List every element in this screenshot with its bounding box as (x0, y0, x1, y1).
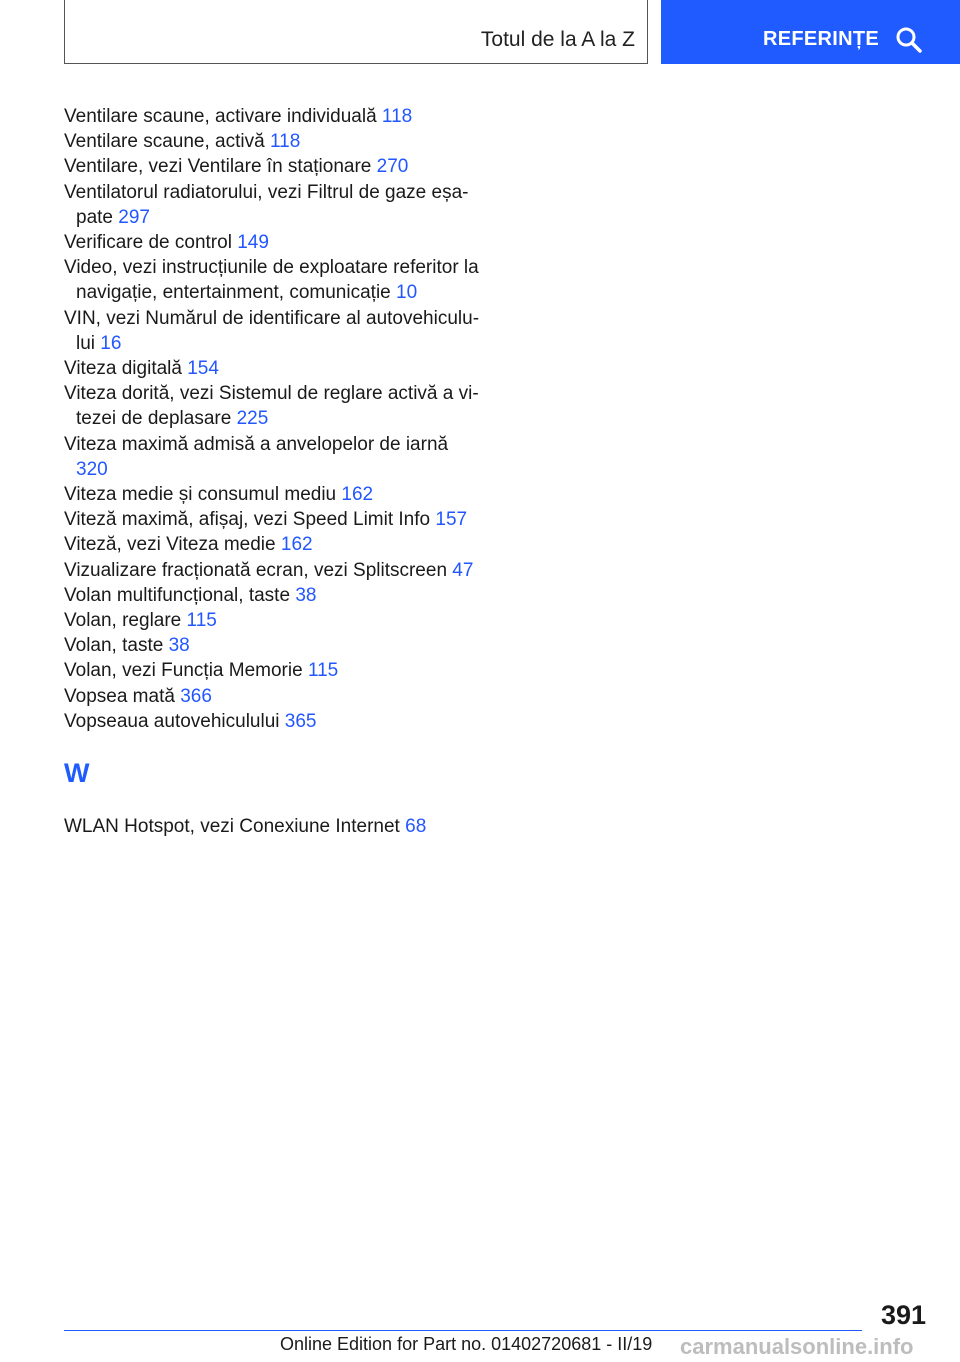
entry-text: Volan multifuncțional, taste (64, 584, 291, 606)
entry-text: WLAN Hotspot, vezi Conexiune Internet (64, 816, 400, 837)
entry-text: Vizualizare fracționată ecran, vezi Splitscreen (64, 559, 448, 581)
index-entry (64, 608, 484, 633)
footer-divider (64, 1330, 862, 1331)
entry-text: Ventilare scaune, activă (64, 131, 265, 153)
index-entry (64, 255, 484, 305)
page-link[interactable]: 115 (307, 660, 339, 682)
index-entry (64, 306, 484, 356)
page-link[interactable]: 365 (284, 710, 317, 732)
entry-text: Viteza dorită, vezi Sistemul de reglare activă a vitezei de deplasare (64, 383, 479, 430)
index-entry (64, 583, 484, 608)
entry-text: Ventilare, vezi Ventilare în staționare (64, 156, 372, 178)
page-link[interactable]: 38 (168, 635, 190, 657)
page-link[interactable]: 118 (269, 131, 301, 153)
index-entry (64, 558, 484, 583)
index-entry (64, 381, 484, 431)
index-entry (64, 104, 484, 129)
letter-heading-w: W (64, 758, 90, 788)
index-entry (64, 814, 524, 839)
index-entry (64, 658, 484, 683)
page-link[interactable]: 149 (237, 232, 269, 254)
index-entry (64, 180, 484, 230)
entry-text: Viteză, vezi Viteza medie (64, 534, 276, 556)
page-link[interactable]: 115 (186, 610, 217, 632)
entry-text: Viteza medie și consumul mediu (64, 484, 337, 506)
page-link[interactable]: 47 (452, 559, 474, 581)
page-link[interactable]: 366 (180, 685, 212, 707)
page-link[interactable]: 16 (100, 332, 122, 354)
entry-text: Volan, vezi Funcția Memorie (64, 660, 303, 682)
entry-text: Vopseaua autovehiculului (64, 710, 280, 732)
page-link[interactable]: 38 (295, 584, 317, 606)
page-link[interactable]: 297 (118, 206, 150, 228)
index-entry (64, 432, 484, 482)
entry-text: Volan, reglare (64, 610, 182, 632)
entry-text: Volan, taste (64, 635, 164, 657)
page-link[interactable]: 157 (435, 509, 468, 531)
page-link[interactable]: 118 (381, 106, 413, 127)
index-entry (64, 230, 484, 255)
page-number: 391 (880, 1300, 926, 1330)
tab-referinte[interactable] (661, 0, 960, 64)
edition-text: Online Edition for Part no. 01402720681 - II/19 (280, 1334, 653, 1354)
header-section-box (64, 0, 648, 64)
page-link[interactable]: 10 (396, 282, 418, 304)
page-link[interactable]: 154 (187, 358, 219, 380)
section-title: Totul de la A la Z (480, 28, 635, 51)
page-link[interactable]: 225 (236, 408, 269, 430)
index-entry (64, 154, 484, 179)
index-entry (64, 684, 484, 709)
tab-referinte-label: REFERINȚE (763, 28, 880, 50)
index-entry (64, 356, 484, 381)
index-entry (64, 532, 484, 557)
entry-text: Ventilatorul radiatorului, vezi Filtrul de gaze eșapate (64, 181, 469, 228)
index-entry (64, 709, 484, 734)
entry-text: Vopsea mată (64, 685, 175, 707)
page-link[interactable]: 270 (376, 156, 409, 178)
entry-text: Verificare de control (64, 232, 232, 254)
page-link[interactable]: 68 (405, 816, 427, 837)
index-entry (64, 129, 484, 154)
entry-text: Viteza digitală (64, 358, 182, 380)
index-list (64, 104, 484, 734)
index-entry (64, 633, 484, 658)
page-link[interactable]: 320 (76, 458, 108, 480)
watermark: carmanualsonline.info (680, 1334, 914, 1359)
page-link[interactable]: 162 (280, 534, 313, 556)
entry-text: Viteză maximă, afișaj, vezi Speed Limit Info (64, 509, 431, 531)
entry-text: Video, vezi instrucțiunile de exploatare referitor la navigație, entertainment, comunicație (64, 257, 479, 304)
index-list-w (64, 814, 524, 839)
index-entry (64, 482, 484, 507)
entry-text: Ventilare scaune, activare individuală (64, 106, 377, 127)
page-link[interactable]: 162 (341, 484, 374, 506)
entry-text: VIN, vezi Numărul de identificare al autovehiculului (64, 307, 480, 354)
index-entry (64, 507, 484, 532)
search-icon[interactable] (895, 26, 923, 54)
entry-text: Viteza maximă admisă a anvelopelor de iarnă (64, 433, 449, 455)
